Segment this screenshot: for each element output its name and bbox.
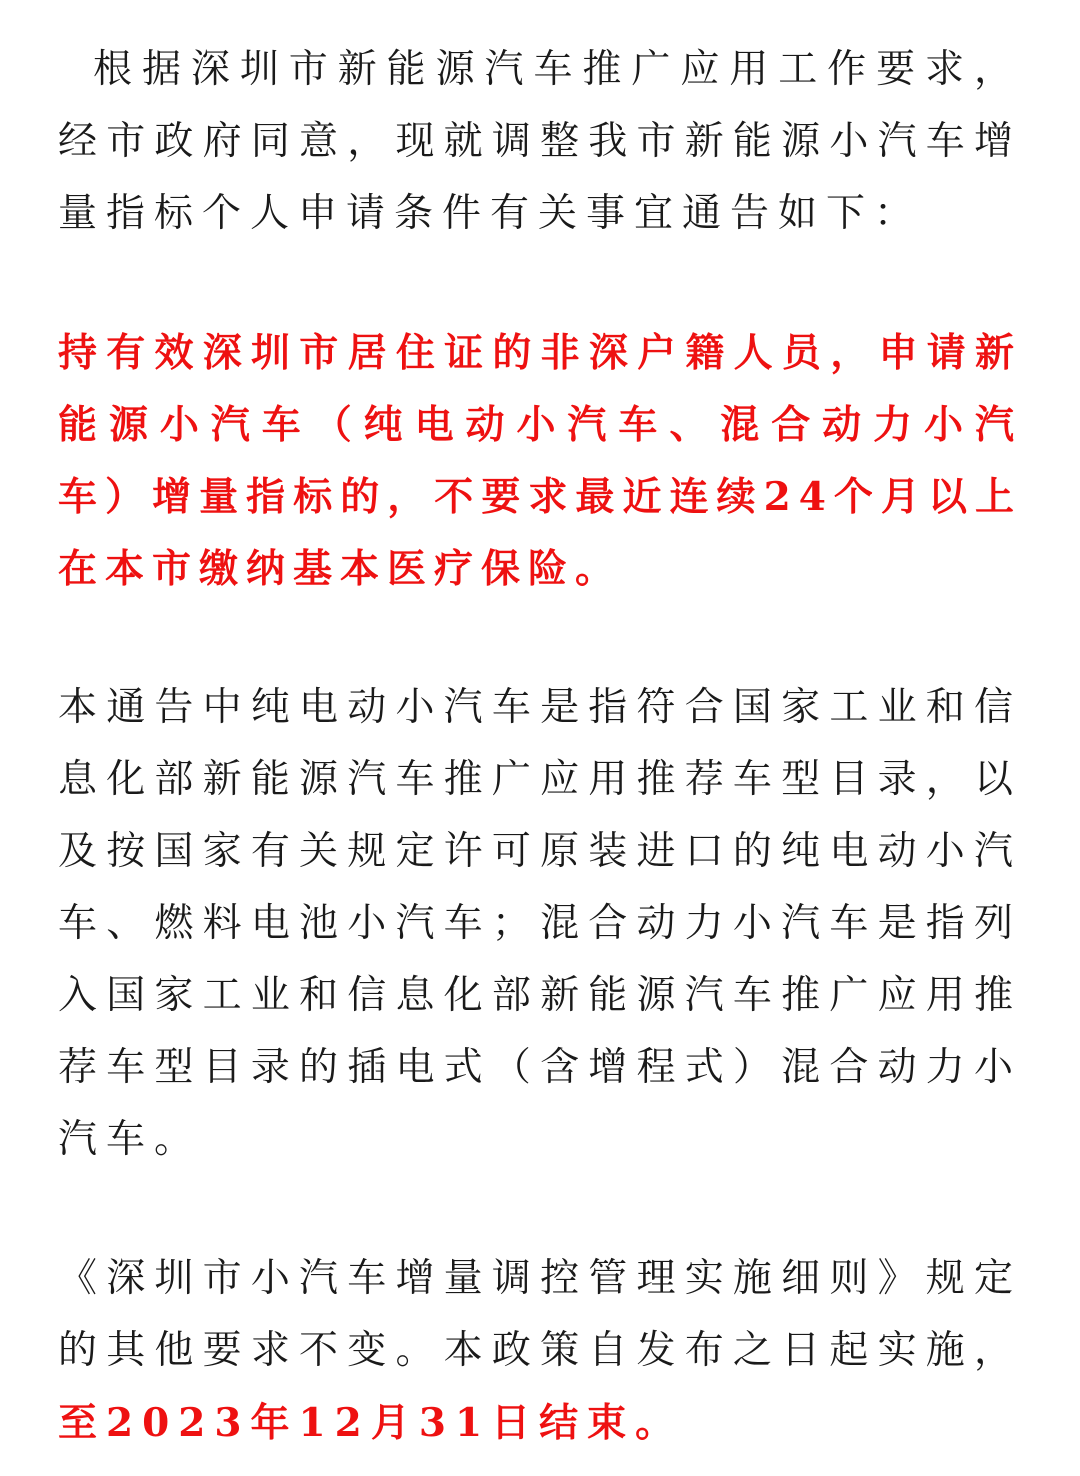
highlight-paragraph: 持有效深圳市居住证的非深户籍人员，申请新能源小汽车（纯电动小汽车、混合动力小汽车）增量指标的，不要求最近连续24个月以上在本市缴纳基本医疗保险。 (58, 330, 1022, 592)
notice-document (58, 34, 1022, 1460)
closing-paragraph (58, 1243, 1022, 1460)
closing-text: 《深圳市小汽车增量调控管理实施细则》规定的其他要求不变。本政策自发布之日起实施， (58, 1256, 1022, 1373)
definition-paragraph: 本通告中纯电动小汽车是指符合国家工业和信息化部新能源汽车推广应用推荐车型目录，以及按国家有关规定许可原装进口的纯电动小汽车、燃料电池小汽车；混合动力小汽车是指列入国家工业和信息化部新能源汽车推广应用推荐车型目录的插电式（含增程式）混合动力小汽车。 (58, 685, 1022, 1162)
intro-paragraph: 根据深圳市新能源汽车推广应用工作要求，经市政府同意，现就调整我市新能源小汽车增量指标个人申请条件有关事宜通告如下： (58, 47, 1022, 236)
end-date-highlight: 至2023年12月31日结束。 (58, 1400, 684, 1446)
